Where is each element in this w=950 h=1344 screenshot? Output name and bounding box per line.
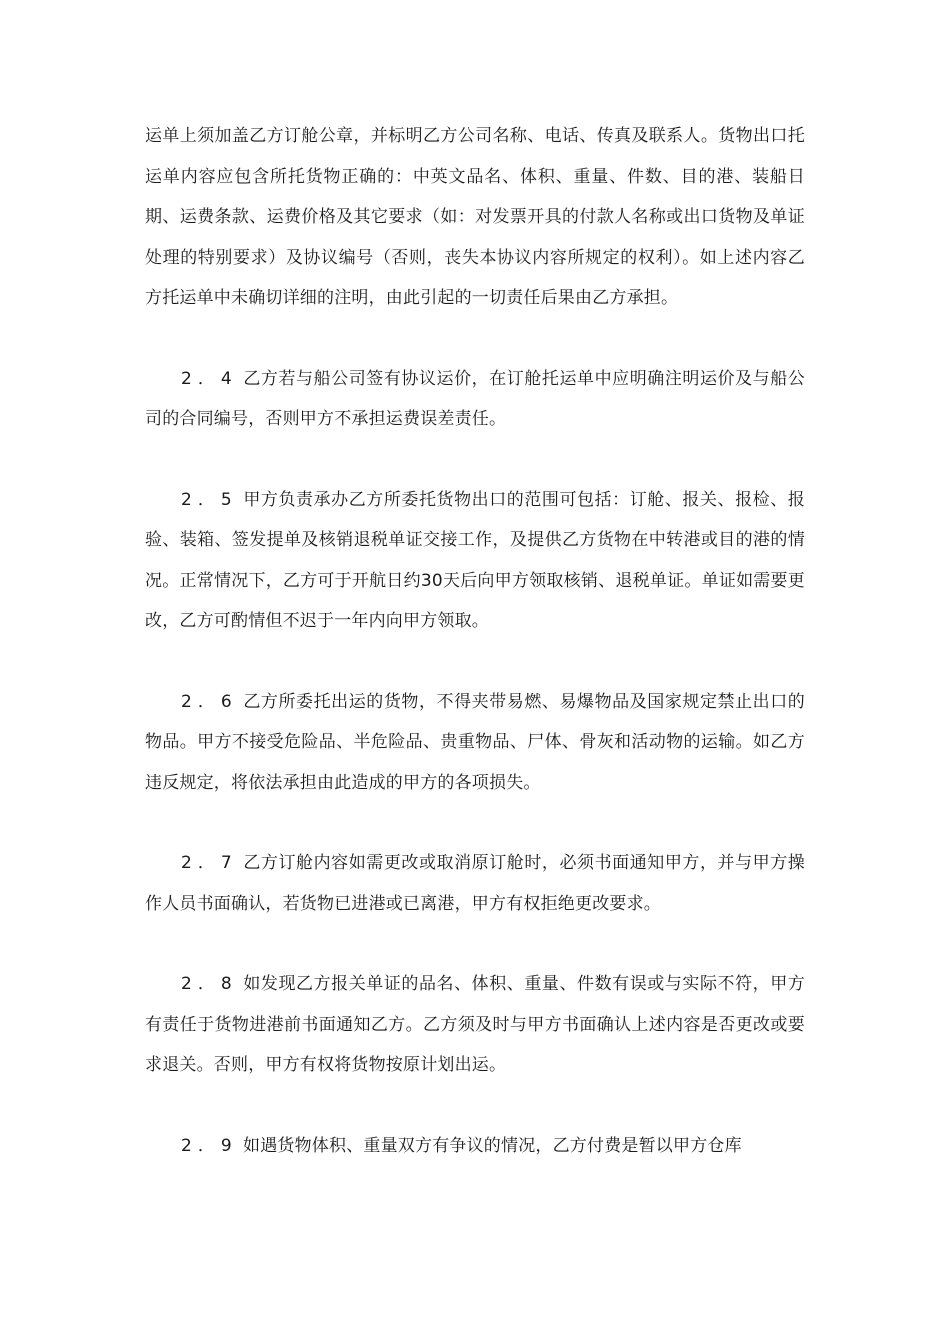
- clause-text: 如发现乙方报关单证的品名、体积、重量、件数有误或与实际不符，甲方有责任于货物进港前书面通知乙方。乙方须及时与甲方书面确认上述内容是否更改或要求退关。否则，甲方有权将货物按原计划出运。: [145, 974, 805, 1075]
- clause-text: 乙方订舱内容如需更改或取消原订舱时，必须书面通知甲方，并与甲方操作人员书面确认，若货物已进港或已离港，甲方有权拒绝更改要求。: [145, 853, 805, 914]
- clause-2-7: [145, 843, 805, 924]
- clause-text: 乙方所委托出运的货物，不得夹带易燃、易爆物品及国家规定禁止出口的物品。甲方不接受危险品、半危险品、贵重物品、尸体、骨灰和活动物的运输。如乙方违反规定，将依法承担由此造成的甲方的各项损失。: [145, 691, 805, 793]
- clause-number: 2．5: [181, 489, 238, 510]
- clause-text: 如遇货物体积、重量双方有争议的情况，乙方付费是暂以甲方仓库: [243, 1135, 742, 1156]
- clause-2-5: [145, 480, 805, 642]
- clause-number: 2．4: [181, 368, 238, 389]
- clause-2-4: [145, 359, 805, 440]
- paragraph-text: 运单上须加盖乙方订舱公章，并标明乙方公司名称、电话、传真及联系人。货物出口托运单内容应包含所托货物正确的：中英文品名、体积、重量、件数、目的港、装船日期、运费条款、运费价格及其它要求（如：对发票开具的付款人名称或出口货物及单证处理的特别要求）及协议编号（否则，丧失本协议内容所规定的权利）。如上述内容乙方托运单中未确切详细的注明，由此引起的一切责任后果由乙方承担。: [145, 126, 805, 308]
- clause-number: 2．7: [181, 853, 238, 873]
- paragraph-continuation: [145, 116, 805, 319]
- clause-2-9: [145, 1126, 805, 1167]
- clause-text: 甲方负责承办乙方所委托货物出口的范围可包括：订舱、报关、报检、报验、装箱、签发提单及核销退税单证交接工作，及提供乙方货物在中转港或目的港的情况。正常情况下，乙方可于开航日约30天后向甲方领取核销、退税单证。单证如需要更改，乙方可酌情但不迟于一年内向甲方领取。: [145, 489, 805, 631]
- clause-text: 乙方若与船公司签有协议运价，在订舱托运单中应明确注明运价及与船公司的合同编号，否则甲方不承担运费误差责任。: [145, 368, 805, 429]
- clause-number: 2．9: [181, 1135, 238, 1156]
- clause-number: 2．8: [181, 974, 238, 994]
- document-body: [145, 116, 805, 1206]
- clause-number: 2．6: [181, 691, 238, 712]
- clause-2-6: [145, 682, 805, 804]
- clause-2-8: [145, 964, 805, 1086]
